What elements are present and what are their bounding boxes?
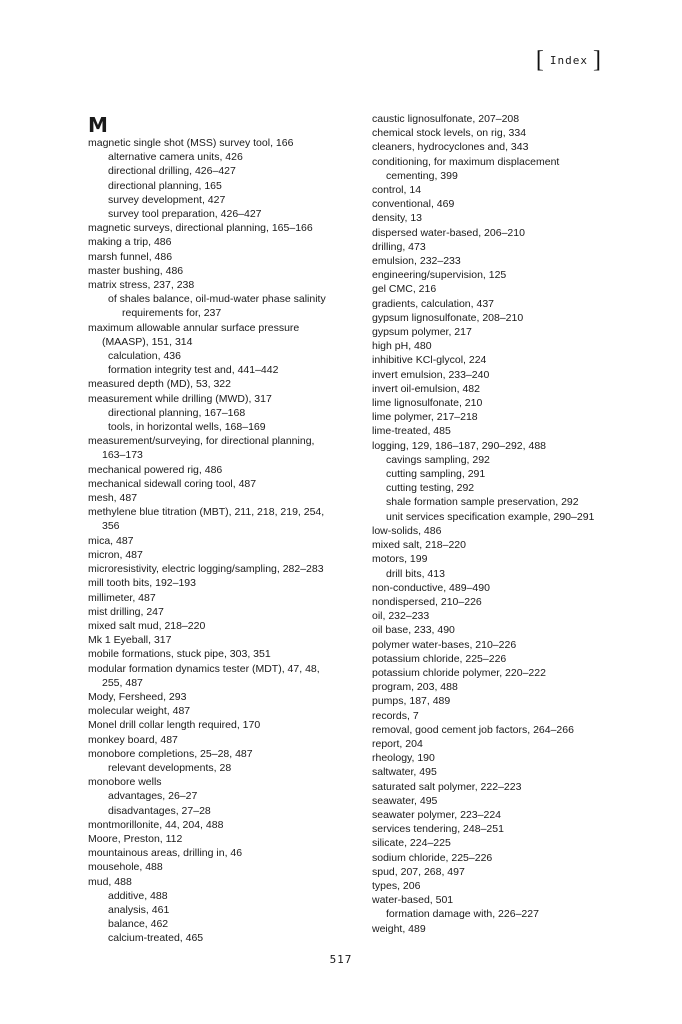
index-entry: Moore, Preston, 112 [88, 832, 183, 845]
index-entry: mesh, 487 [88, 492, 138, 505]
index-entry: engineering/supervision, 125 [372, 269, 507, 282]
index-entry: report, 204 [372, 737, 423, 750]
index-entry: lime polymer, 217–218 [372, 411, 478, 424]
left-index-column [88, 115, 338, 946]
index-subentry: additive, 488 [108, 889, 168, 902]
index-entry: gradients, calculation, 437 [372, 297, 494, 310]
page-number: 517 [329, 953, 353, 966]
right-bracket-glyph: ] [593, 47, 602, 73]
index-subentry: directional drilling, 426–427 [108, 165, 236, 178]
index-entry: density, 13 [372, 212, 423, 225]
index-entry: conditioning, for maximum displacement cementing, 399 [372, 155, 560, 182]
index-subentry: relevant developments, 28 [108, 761, 232, 774]
index-entry: mechanical sidewall coring tool, 487 [88, 477, 257, 490]
index-entry: saturated salt polymer, 222–223 [372, 780, 522, 793]
index-entry: program, 203, 488 [372, 681, 458, 694]
index-entry: seawater polymer, 223–224 [372, 808, 501, 821]
index-entry: polymer water-bases, 210–226 [372, 638, 517, 651]
index-entry: invert emulsion, 233–240 [372, 368, 490, 381]
index-entry: mechanical powered rig, 486 [88, 463, 223, 476]
index-entry: potassium chloride polymer, 220–222 [372, 666, 546, 679]
index-subentry: formation damage with, 226–227 [386, 908, 539, 921]
index-subentry: alternative camera units, 426 [108, 151, 243, 164]
index-subentry: cavings sampling, 292 [386, 453, 490, 466]
index-entry: weight, 489 [372, 922, 426, 935]
index-entry: oil, 232–233 [372, 610, 430, 623]
index-entry: mist drilling, 247 [88, 605, 164, 618]
index-entry: oil base, 233, 490 [372, 624, 455, 637]
index-entry: monkey board, 487 [88, 733, 178, 746]
index-entry: montmorillonite, 44, 204, 488 [88, 818, 224, 831]
index-entry: mixed salt, 218–220 [372, 539, 466, 552]
index-entry: mousehole, 488 [88, 861, 163, 874]
index-entry: chemical stock levels, on rig, 334 [372, 127, 527, 140]
index-entry: silicate, 224–225 [372, 837, 451, 850]
index-entry: mobile formations, stuck pipe, 303, 351 [88, 648, 271, 661]
section-letter: M [88, 113, 108, 137]
index-entry: Mk 1 Eyeball, 317 [88, 634, 172, 647]
index-entry: Mody, Fersheed, 293 [88, 690, 187, 703]
index-entry: sodium chloride, 225–226 [372, 851, 493, 864]
index-entry: marsh funnel, 486 [88, 250, 173, 263]
index-entry: removal, good cement job factors, 264–266 [372, 723, 574, 736]
index-entry: water-based, 501 [372, 894, 454, 907]
index-entry: gypsum lignosulfonate, 208–210 [372, 311, 524, 324]
index-subentry: directional planning, 165 [108, 179, 222, 192]
index-subentry: advantages, 26–27 [108, 790, 198, 803]
index-entry: records, 7 [372, 709, 419, 722]
index-entry: high pH, 480 [372, 340, 432, 353]
index-entry: mud, 488 [88, 875, 132, 888]
index-subentry: analysis, 461 [108, 903, 170, 916]
index-subentry: unit services specification example, 290–291 [386, 510, 595, 523]
index-entry: conventional, 469 [372, 198, 455, 211]
index-entry: monobore wells [88, 776, 162, 789]
index-entry: methylene blue titration (MBT), 211, 218, 219, 254, 356 [88, 506, 325, 533]
index-subentry: formation integrity test and, 441–442 [108, 364, 279, 377]
index-entry: seawater, 495 [372, 794, 438, 807]
index-entry: types, 206 [372, 879, 421, 892]
index-entry: dispersed water-based, 206–210 [372, 226, 525, 239]
index-entry: master bushing, 486 [88, 264, 184, 277]
index-entry: nondispersed, 210–226 [372, 595, 482, 608]
index-entry: millimeter, 487 [88, 591, 156, 604]
index-subentry: calculation, 436 [108, 350, 181, 363]
index-entry: measured depth (MD), 53, 322 [88, 378, 231, 391]
index-entry: gypsum polymer, 217 [372, 326, 472, 339]
index-entry: logging, 129, 186–187, 290–292, 488 [372, 439, 546, 452]
index-entry: mountainous areas, drilling in, 46 [88, 847, 243, 860]
index-entry: measurement while drilling (MWD), 317 [88, 392, 272, 405]
index-entry: services tendering, 248–251 [372, 823, 504, 836]
index-entry: potassium chloride, 225–226 [372, 652, 507, 665]
index-entry: cleaners, hydrocyclones and, 343 [372, 141, 529, 154]
index-entry: mixed salt mud, 218–220 [88, 619, 206, 632]
index-entry: magnetic single shot (MSS) survey tool, 166 [88, 137, 294, 149]
index-entry: Monel drill collar length required, 170 [88, 719, 261, 732]
index-entry: non-conductive, 489–490 [372, 581, 490, 594]
left-bracket-glyph: [ [535, 47, 545, 73]
index-subentry: directional planning, 167–168 [108, 406, 246, 419]
index-entry: mill tooth bits, 192–193 [88, 577, 196, 590]
index-entry: drilling, 473 [372, 240, 426, 253]
index-entry: matrix stress, 237, 238 [88, 279, 195, 292]
index-entry: measurement/surveying, for directional planning, 163–173 [88, 435, 315, 462]
index-entry: magnetic surveys, directional planning, 165–166 [88, 222, 313, 235]
index-subentry: survey development, 427 [108, 193, 226, 206]
index-entry: pumps, 187, 489 [372, 695, 451, 708]
index-entry: micron, 487 [88, 548, 143, 561]
header-title: Index [549, 53, 588, 67]
index-entry: making a trip, 486 [88, 236, 172, 249]
index-subentry: drill bits, 413 [386, 567, 445, 580]
index-entry: molecular weight, 487 [88, 705, 191, 718]
index-subentry: cutting testing, 292 [386, 482, 475, 495]
index-entry: control, 14 [372, 184, 422, 197]
index-subentry: tools, in horizontal wells, 168–169 [108, 421, 266, 434]
index-entry: modular formation dynamics tester (MDT), 47, 48, 255, 487 [88, 662, 320, 689]
index-subentry: balance, 462 [108, 918, 169, 931]
index-subentry: cutting sampling, 291 [386, 468, 486, 481]
running-header [535, 47, 602, 73]
index-entry: gel CMC, 216 [372, 283, 437, 296]
index-entry: lime-treated, 485 [372, 425, 451, 438]
index-subentry: survey tool preparation, 426–427 [108, 208, 262, 221]
index-entry: invert oil-emulsion, 482 [372, 382, 480, 395]
index-entry: emulsion, 232–233 [372, 255, 461, 268]
index-entry: mica, 487 [88, 534, 134, 547]
index-entry: microresistivity, electric logging/sampling, 282–283 [88, 563, 324, 576]
index-entry: maximum allowable annular surface pressure (MAASP), 151, 314 [88, 321, 300, 348]
index-entry: lime lignosulfonate, 210 [372, 397, 483, 410]
index-entry: saltwater, 495 [372, 766, 437, 779]
index-entry: inhibitive KCl-glycol, 224 [372, 354, 487, 367]
index-entry: motors, 199 [372, 553, 428, 566]
index-entry: spud, 207, 268, 497 [372, 865, 465, 878]
index-entry: monobore completions, 25–28, 487 [88, 747, 253, 760]
index-entry: rheology, 190 [372, 752, 435, 765]
right-index-column [372, 112, 612, 936]
index-subentry: of shales balance, oil-mud-water phase salinity requirements for, 237 [108, 293, 326, 320]
index-subentry: shale formation sample preservation, 292 [386, 496, 579, 509]
index-entry: caustic lignosulfonate, 207–208 [372, 113, 520, 125]
index-subentry: calcium-treated, 465 [108, 932, 204, 945]
index-subentry: disadvantages, 27–28 [108, 804, 211, 817]
index-entry: low-solids, 486 [372, 524, 442, 537]
